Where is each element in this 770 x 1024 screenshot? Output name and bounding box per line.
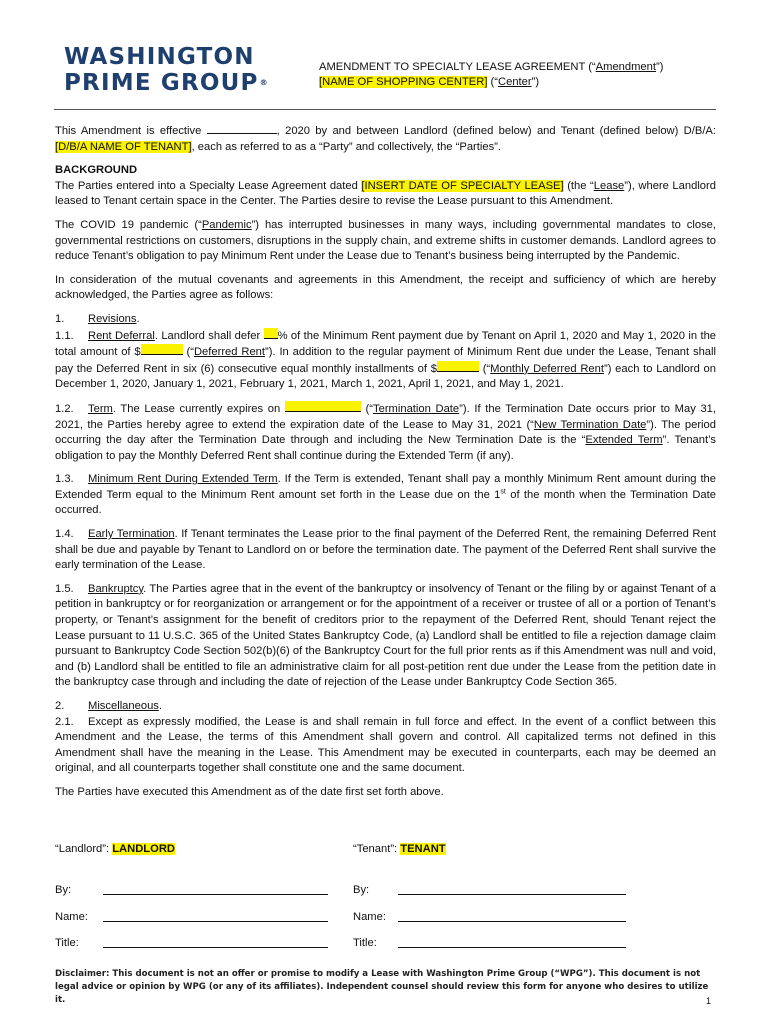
section-1-5: 1.5. Bankruptcy. The Parties agree that in the event of the bankruptcy or insolvency of Tenant or the filing by or against Tenant of a petition in bankruptcy or for reorganization or arrangement or for the appointment of a receiver or trustee of all or a portion of Tenant’s property, or Tenant’s assignment for the benefit of creditors prior to the repayment of the Deferred Rent, should Tenant reject the Lease pursuant to 11 U.S.C. 365 of the United States Bankruptcy Code, (a) Landlord shall be entitled to file a rejection damage claim pursuant to Bankruptcy Code Section 502(b)(6) of the Bankruptcy Court for the full prior rents as if this Amendment was null and void, and (b) Landlord shall be entitled to file an administrative claim for all post-petition rent due under the Lease from the petition date in the bankruptcy case through and including the date of rejection of the Lease under Bankruptcy Code Section 365. xyxy=(55,582,716,689)
execution-statement: The Parties have executed this Amendment as of the date first set forth above. xyxy=(55,785,444,798)
deferral-percent-blank xyxy=(264,328,278,339)
section-1-3: 1.3. Minimum Rent During Extended Term. If the Term is extended, Tenant shall pay a monthly Minimum Rent amount during the Extended Term equal to the Minimum Rent amount set forth in the Lease due on the 1st of the month when the Termination Date occurred. xyxy=(55,473,716,517)
effective-date-blank xyxy=(207,123,277,134)
deferred-amount-blank xyxy=(141,344,183,355)
registered-mark: ® xyxy=(259,78,268,87)
page-number: 1 xyxy=(706,996,712,1006)
tenant-by-label: By: xyxy=(353,884,370,896)
background-heading: BACKGROUND xyxy=(55,164,138,177)
landlord-placeholder: LANDLORD xyxy=(112,843,175,855)
expiration-date-blank xyxy=(285,401,361,412)
dba-placeholder: [D/B/A NAME OF TENANT] xyxy=(55,140,192,153)
document-header xyxy=(319,60,719,90)
center-placeholder: [NAME OF SHOPPING CENTER] xyxy=(319,76,488,88)
tenant-name-line[interactable] xyxy=(398,921,626,922)
intro-paragraph: This Amendment is effective , 2020 by and between Landlord (defined below) and Tenant (defined below) D/B/A: [D/B/A NAME OF TENANT], each as referred to as a “Party” and collectively, the “Parties”. xyxy=(55,125,716,153)
tenant-title-label: Title: xyxy=(353,937,377,949)
logo-line-2: PRIME GROUP xyxy=(64,70,259,96)
document-title: AMENDMENT TO SPECIALTY LEASE AGREEMENT (“Amendment”) xyxy=(319,61,664,73)
landlord-by-label: By: xyxy=(55,884,72,896)
background-paragraph-1: The Parties entered into a Specialty Lease Agreement dated [INSERT DATE OF SPECIALTY LEASE] (the “Lease”), where Landlord leased to Tenant certain space in the Center. The Parties desire to revise the Lease pursuant to this Amendment. xyxy=(55,179,716,208)
landlord-heading: “Landlord”: LANDLORD xyxy=(55,843,175,855)
disclaimer: Disclaimer: This document is not an offer or promise to modify a Lease with Washington Prime Group (“WPG”). This document is not legal advice or opinion by WPG (or any of its affiliates). Independent counsel should review this form for anyone who desires to utilize it. xyxy=(55,969,709,1005)
header-divider xyxy=(54,109,716,110)
landlord-name-label: Name: xyxy=(55,911,88,923)
section-2-1: 2.1. Except as expressly modified, the Lease is and shall remain in full force and effect. In the event of a conflict between this Amendment and the Lease, the terms of this Amendment shall govern and control. All capitalized terms not defined in this Amendment shall have the meaning in the Lease. This Amendment may be executed in counterparts, each may be deemed an original, and all counterparts together shall constitute one and the same document. xyxy=(55,715,716,775)
section-2-heading: 2. Miscellaneous. xyxy=(55,700,162,712)
center-line: [NAME OF SHOPPING CENTER] (“Center”) xyxy=(319,76,540,88)
logo-line-1: WASHINGTON xyxy=(64,44,255,70)
tenant-title-line[interactable] xyxy=(398,947,626,948)
section-1-2: 1.2. Term. The Lease currently expires on (“Termination Date”). If the Termination Date occurs prior to May 31, 2021, the Parties hereby agree to extend the expiration date of the Lease to May 31, 2021 (“New Termination Date”). The period occurring the day after the Termination Date through and including the New Termination Date is the “Extended Term”. Tenant’s obligation to pay the Monthly Deferred Rent shall continue during the Extended Term (if any). xyxy=(55,402,717,462)
document-body xyxy=(55,123,716,801)
landlord-title-label: Title: xyxy=(55,937,79,949)
section-1-heading: 1. Revisions. xyxy=(55,312,140,325)
landlord-name-line[interactable] xyxy=(103,921,328,922)
section-1-4: 1.4. Early Termination. If Tenant terminates the Lease prior to the final payment of the Deferred Rent, the remaining Deferred Rent shall be due and payable by Tenant to Landlord on or before the termination date. The payment of the Deferred Rent shall survive the early termination of the Lease. xyxy=(55,528,716,572)
landlord-by-line[interactable] xyxy=(103,894,328,895)
background-paragraph-2: The COVID 19 pandemic (“Pandemic”) has interrupted businesses in many ways, including governmental mandates to close, governmental restrictions on customers, disruptions in the supply chain, and extreme shifts in customer demands. Landlord agrees to reduce Tenant’s obligation to pay Minimum Rent under the Lease due to Tenant’s business being interrupted by the Pandemic. xyxy=(55,218,717,263)
lease-date-placeholder: [INSERT DATE OF SPECIALTY LEASE] xyxy=(361,179,564,192)
tenant-name-label: Name: xyxy=(353,911,386,923)
background-paragraph-3: In consideration of the mutual covenants and agreements in this Amendment, the receipt and sufficiency of which are hereby acknowledged, the Parties agree as follows: xyxy=(55,273,716,302)
installment-amount-blank xyxy=(437,361,479,372)
tenant-by-line[interactable] xyxy=(398,894,626,895)
company-logo xyxy=(64,44,284,96)
tenant-placeholder: TENANT xyxy=(400,843,446,855)
landlord-title-line[interactable] xyxy=(103,947,328,948)
tenant-heading: “Tenant”: TENANT xyxy=(353,843,446,855)
section-1-1: 1.1. Rent Deferral. Landlord shall defer % of the Minimum Rent payment due by Tenant on April 1, 2020 and May 1, 2020 in the total amount of $ (“Deferred Rent”). In addition to the regular payment of Minimum Rent due under the Lease, Tenant shall pay the Deferred Rent in six (6) consecutive equal monthly installments of $ (“Monthly Deferred Rent”) each to Landlord on December 1, 2020, January 1, 2021, February 1, 2021, March 1, 2021, April 1, 2021, and May 1, 2021. xyxy=(55,329,717,391)
